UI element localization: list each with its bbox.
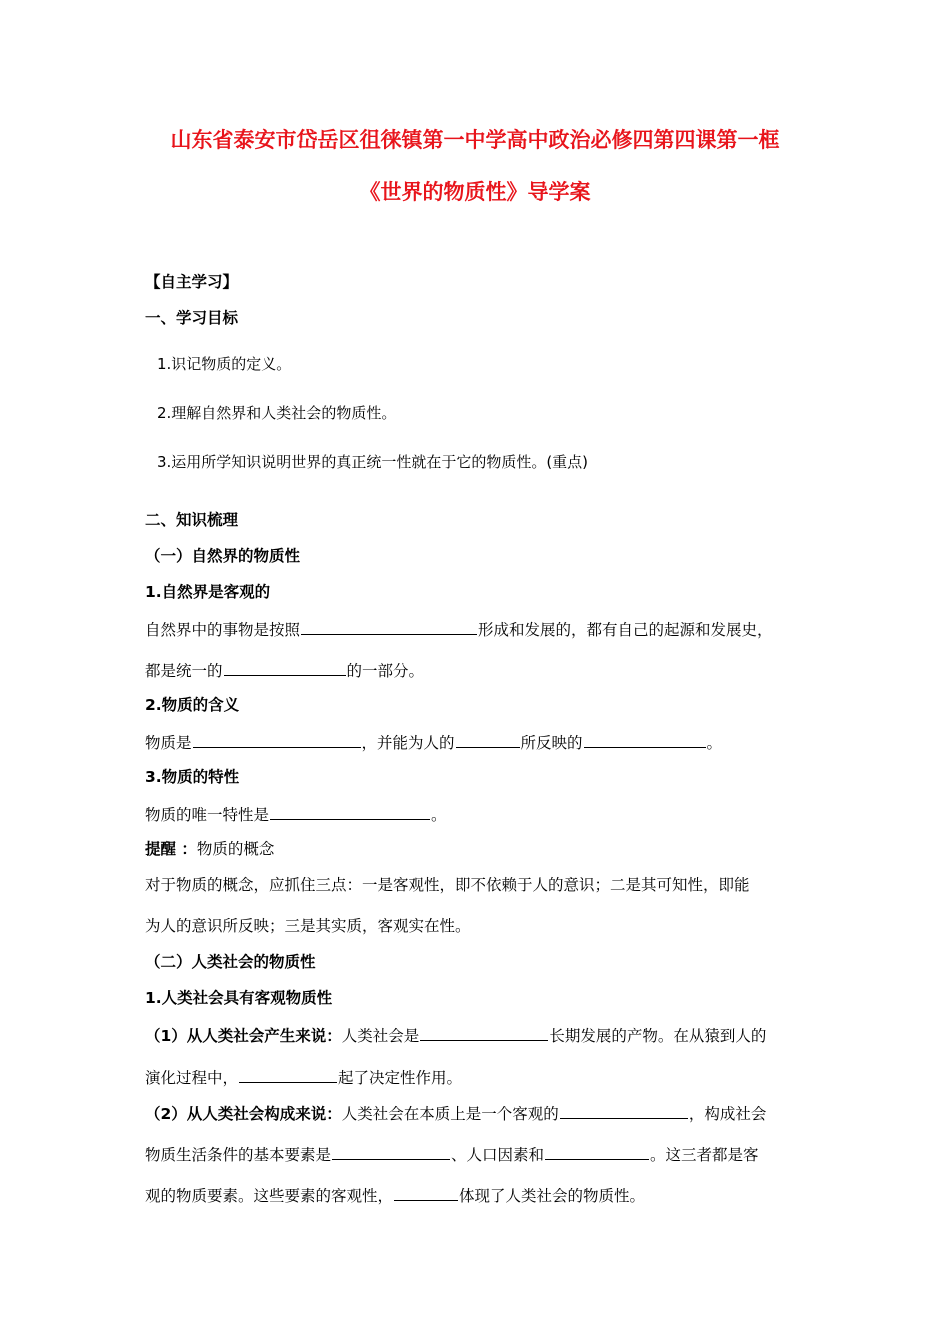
text-fragment: ，并能为人的 bbox=[361, 734, 455, 752]
text-fragment: 自然界中的事物是按照 bbox=[145, 621, 301, 639]
text-fragment: 体现了人类社会的物质性。 bbox=[459, 1187, 646, 1205]
text-fragment: 起了决定性作用。 bbox=[338, 1069, 463, 1087]
fill-blank[interactable] bbox=[394, 1184, 458, 1201]
document-title-line-1: 山东省泰安市岱岳区徂徕镇第一中学高中政治必修四第四课第一框 bbox=[170, 128, 780, 152]
part1-sub1-sentence-2 bbox=[145, 659, 424, 681]
p1-label: （1）从人类社会产生来说： bbox=[145, 1027, 342, 1045]
text-fragment: 的一部分。 bbox=[346, 662, 425, 680]
goal-item-3: 3.运用所学知识说明世界的真正统一性就在于它的物质性。(重点) bbox=[157, 453, 589, 471]
text-fragment: 人类社会在本质上是一个客观的 bbox=[341, 1105, 559, 1123]
part2-p1-line-1 bbox=[145, 1024, 766, 1046]
fill-blank[interactable] bbox=[332, 1143, 450, 1160]
fill-blank[interactable] bbox=[239, 1066, 337, 1083]
part2-p2-line-3 bbox=[145, 1184, 645, 1206]
text-fragment: 、人口因素和 bbox=[451, 1146, 545, 1164]
text-fragment: 物质是 bbox=[145, 734, 192, 752]
part1-sub1-sentence-1 bbox=[145, 618, 773, 640]
p2-label: （2）从人类社会构成来说： bbox=[145, 1105, 342, 1123]
part1-sub2-heading: 2.物质的含义 bbox=[145, 696, 240, 714]
fill-blank[interactable] bbox=[545, 1143, 649, 1160]
part2-sub1-heading: 1.人类社会具有客观物质性 bbox=[145, 989, 333, 1007]
part1-sub3-sentence bbox=[145, 803, 447, 825]
text-fragment: 。这三者都是客 bbox=[650, 1146, 759, 1164]
knowledge-heading: 二、知识梳理 bbox=[145, 511, 239, 529]
part1-sub2-sentence bbox=[145, 731, 722, 753]
goal-item-2: 2.理解自然界和人类社会的物质性。 bbox=[157, 404, 397, 422]
fill-blank[interactable] bbox=[301, 618, 477, 635]
part2-p1-line-2 bbox=[145, 1066, 462, 1088]
fill-blank[interactable] bbox=[560, 1102, 688, 1119]
text-fragment: 人类社会是 bbox=[341, 1027, 420, 1045]
fill-blank[interactable] bbox=[420, 1024, 548, 1041]
document-title-line-2: 《世界的物质性》导学案 bbox=[359, 180, 591, 204]
text-fragment: 观的物质要素。这些要素的客观性， bbox=[145, 1187, 394, 1205]
text-fragment: 都是统一的 bbox=[145, 662, 223, 680]
part2-heading: （二）人类社会的物质性 bbox=[145, 953, 316, 971]
text-fragment: 。 bbox=[431, 806, 447, 824]
part1-heading: （一）自然界的物质性 bbox=[145, 547, 301, 565]
part2-p2-line-1 bbox=[145, 1102, 766, 1124]
self-study-heading: 【自主学习】 bbox=[145, 273, 239, 291]
part1-sub1-heading: 1.自然界是客观的 bbox=[145, 583, 271, 601]
fill-blank[interactable] bbox=[456, 731, 520, 748]
part2-p2-line-2 bbox=[145, 1143, 759, 1165]
fill-blank[interactable] bbox=[193, 731, 361, 748]
tip-text-2: 为人的意识所反映；三是其实质，客观实在性。 bbox=[145, 917, 471, 935]
fill-blank[interactable] bbox=[224, 659, 346, 676]
tip-text-1: 对于物质的概念，应抓住三点：一是客观性，即不依赖于人的意识；二是其可知性，即能 bbox=[145, 876, 750, 894]
fill-blank[interactable] bbox=[270, 803, 430, 820]
tip-label: 提醒 ： bbox=[145, 840, 197, 858]
text-fragment: 物质的唯一特性是 bbox=[145, 806, 270, 824]
tip-title: 物质的概念 bbox=[196, 840, 275, 858]
text-fragment: 物质生活条件的基本要素是 bbox=[145, 1146, 332, 1164]
text-fragment: 演化过程中， bbox=[145, 1069, 239, 1087]
text-fragment: 。 bbox=[706, 734, 723, 752]
goals-heading: 一、学习目标 bbox=[145, 309, 239, 327]
part1-sub3-heading: 3.物质的特性 bbox=[145, 768, 240, 786]
text-fragment: 形成和发展的，都有自己的起源和发展史， bbox=[478, 621, 773, 639]
tip-line bbox=[145, 839, 274, 859]
goal-item-1: 1.识记物质的定义。 bbox=[157, 355, 292, 373]
text-fragment: 所反映的 bbox=[520, 734, 583, 752]
text-fragment: 长期发展的产物。在从猿到人的 bbox=[549, 1027, 767, 1045]
text-fragment: ，构成社会 bbox=[688, 1105, 767, 1123]
fill-blank[interactable] bbox=[584, 731, 706, 748]
